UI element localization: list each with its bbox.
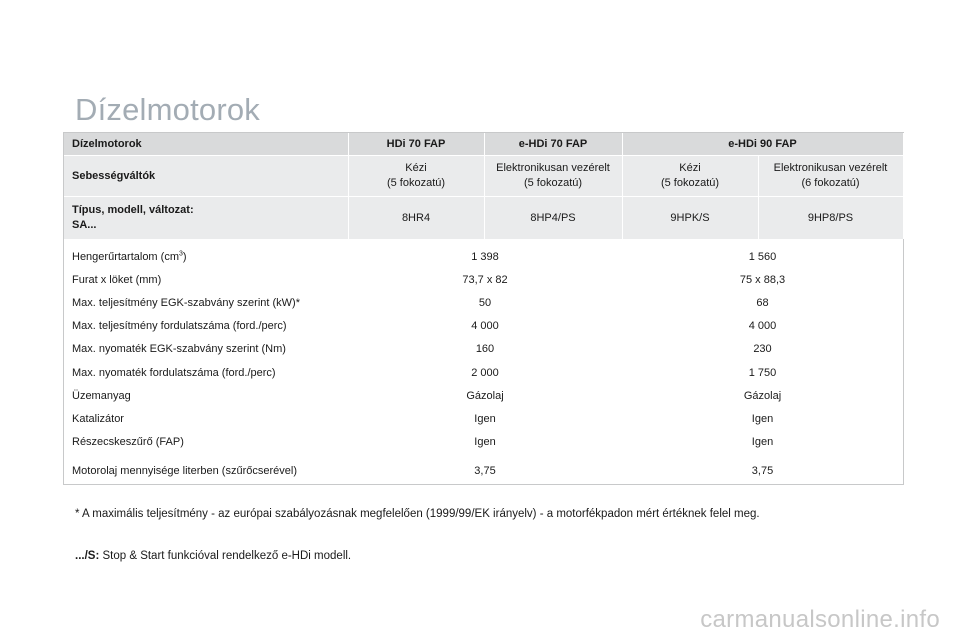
row-value-right: 230 <box>753 343 772 356</box>
gearbox-value: Kézi (5 fokozatú) <box>622 156 758 197</box>
row-label: Motorolaj mennyisége literben (szűrőcserével) <box>72 464 297 477</box>
table-row <box>64 384 903 407</box>
type-value: 9HP8/PS <box>758 197 903 240</box>
engine-spec-table <box>64 133 904 496</box>
row-value-left: Igen <box>474 412 496 425</box>
footnote: * A maximális teljesítmény - az európai szabályozásnak megfelelően (1999/99/EK irányelv) - a motorfékpadon mért értéknek felel meg. <box>75 508 760 520</box>
gearbox-value: Elektronikusan vezérelt (5 fokozatú) <box>484 156 622 197</box>
table-row <box>64 338 903 361</box>
watermark: carmanualsonline.info <box>700 606 940 633</box>
row-value-right: Gázolaj <box>743 389 782 402</box>
table-row <box>64 268 903 291</box>
type-value: 8HP4/PS <box>484 197 622 240</box>
row-value-left: 73,7 x 82 <box>462 273 508 286</box>
row-value-left: 1 398 <box>471 250 499 263</box>
row-label: Max. nyomaték EGK-szabvány szerint (Nm) <box>72 343 286 356</box>
row-value-left: Igen <box>474 436 496 449</box>
row-value-right: Igen <box>751 436 774 449</box>
table-row <box>64 431 903 454</box>
row-value-right: 3,75 <box>751 464 774 477</box>
stop-start-note-text: Stop & Start funkcióval rendelkező e-HDi modell. <box>99 550 352 562</box>
row-label: Katalizátor <box>72 412 124 425</box>
table-header-row <box>64 133 903 156</box>
header-cell-ehdi70: e-HDi 70 FAP <box>484 133 622 156</box>
row-label: Max. teljesítmény fordulatszáma (ford./perc) <box>72 320 287 333</box>
table-row <box>64 315 903 338</box>
gearbox-value: Elektronikusan vezérelt (6 fokozatú) <box>758 156 903 197</box>
row-label: Üzemanyag <box>72 389 131 402</box>
row-value-right: 1 560 <box>748 250 777 263</box>
row-label: Max. nyomaték fordulatszáma (ford./perc) <box>72 366 276 379</box>
table-row <box>64 407 903 430</box>
page-title: Dízelmotorok <box>75 92 261 127</box>
header-cell-ehdi90: e-HDi 90 FAP <box>622 133 903 156</box>
table-row <box>64 361 903 384</box>
stop-start-note <box>75 550 351 562</box>
row-value-left: 3,75 <box>474 464 496 477</box>
stop-start-note-key: .../S: <box>75 550 100 562</box>
gearbox-value: Kézi (5 fokozatú) <box>348 156 484 197</box>
header-cell-hdi70: HDi 70 FAP <box>348 133 484 156</box>
row-value-right: 1 750 <box>748 366 777 379</box>
row-label: Hengerűrtartalom $(cm^3)$ <box>72 249 187 263</box>
row-value-left: 50 <box>478 296 492 309</box>
row-value-right: Igen <box>751 412 774 425</box>
row-value-left: Gázolaj <box>466 389 504 402</box>
table-row <box>64 291 903 314</box>
type-row <box>64 197 903 240</box>
table-row <box>64 454 903 496</box>
row-value-left: 2 000 <box>471 366 499 379</box>
type-value: 8HR4 <box>348 197 484 240</box>
row-label: Max. teljesítmény EGK-szabvány szerint (kW)* <box>72 296 301 309</box>
row-value-right: 4 000 <box>748 320 777 333</box>
type-value: 9HPK/S <box>622 197 758 240</box>
row-label: Részecskeszűrő (FAP) <box>72 436 184 449</box>
gearbox-label: Sebességváltók <box>64 156 348 197</box>
header-cell-engines: Dízelmotorok <box>64 133 348 156</box>
row-value-left: 4 000 <box>471 320 499 333</box>
type-label: Típus, modell, változat: SA... <box>64 197 348 240</box>
row-value-right: 68 <box>756 296 769 309</box>
gearbox-row <box>64 156 903 197</box>
row-value-right: 75 x 88,3 <box>739 273 786 286</box>
row-label: Furat x löket (mm) <box>72 273 162 286</box>
row-value-left: 160 <box>475 343 495 356</box>
table-row <box>64 239 903 268</box>
